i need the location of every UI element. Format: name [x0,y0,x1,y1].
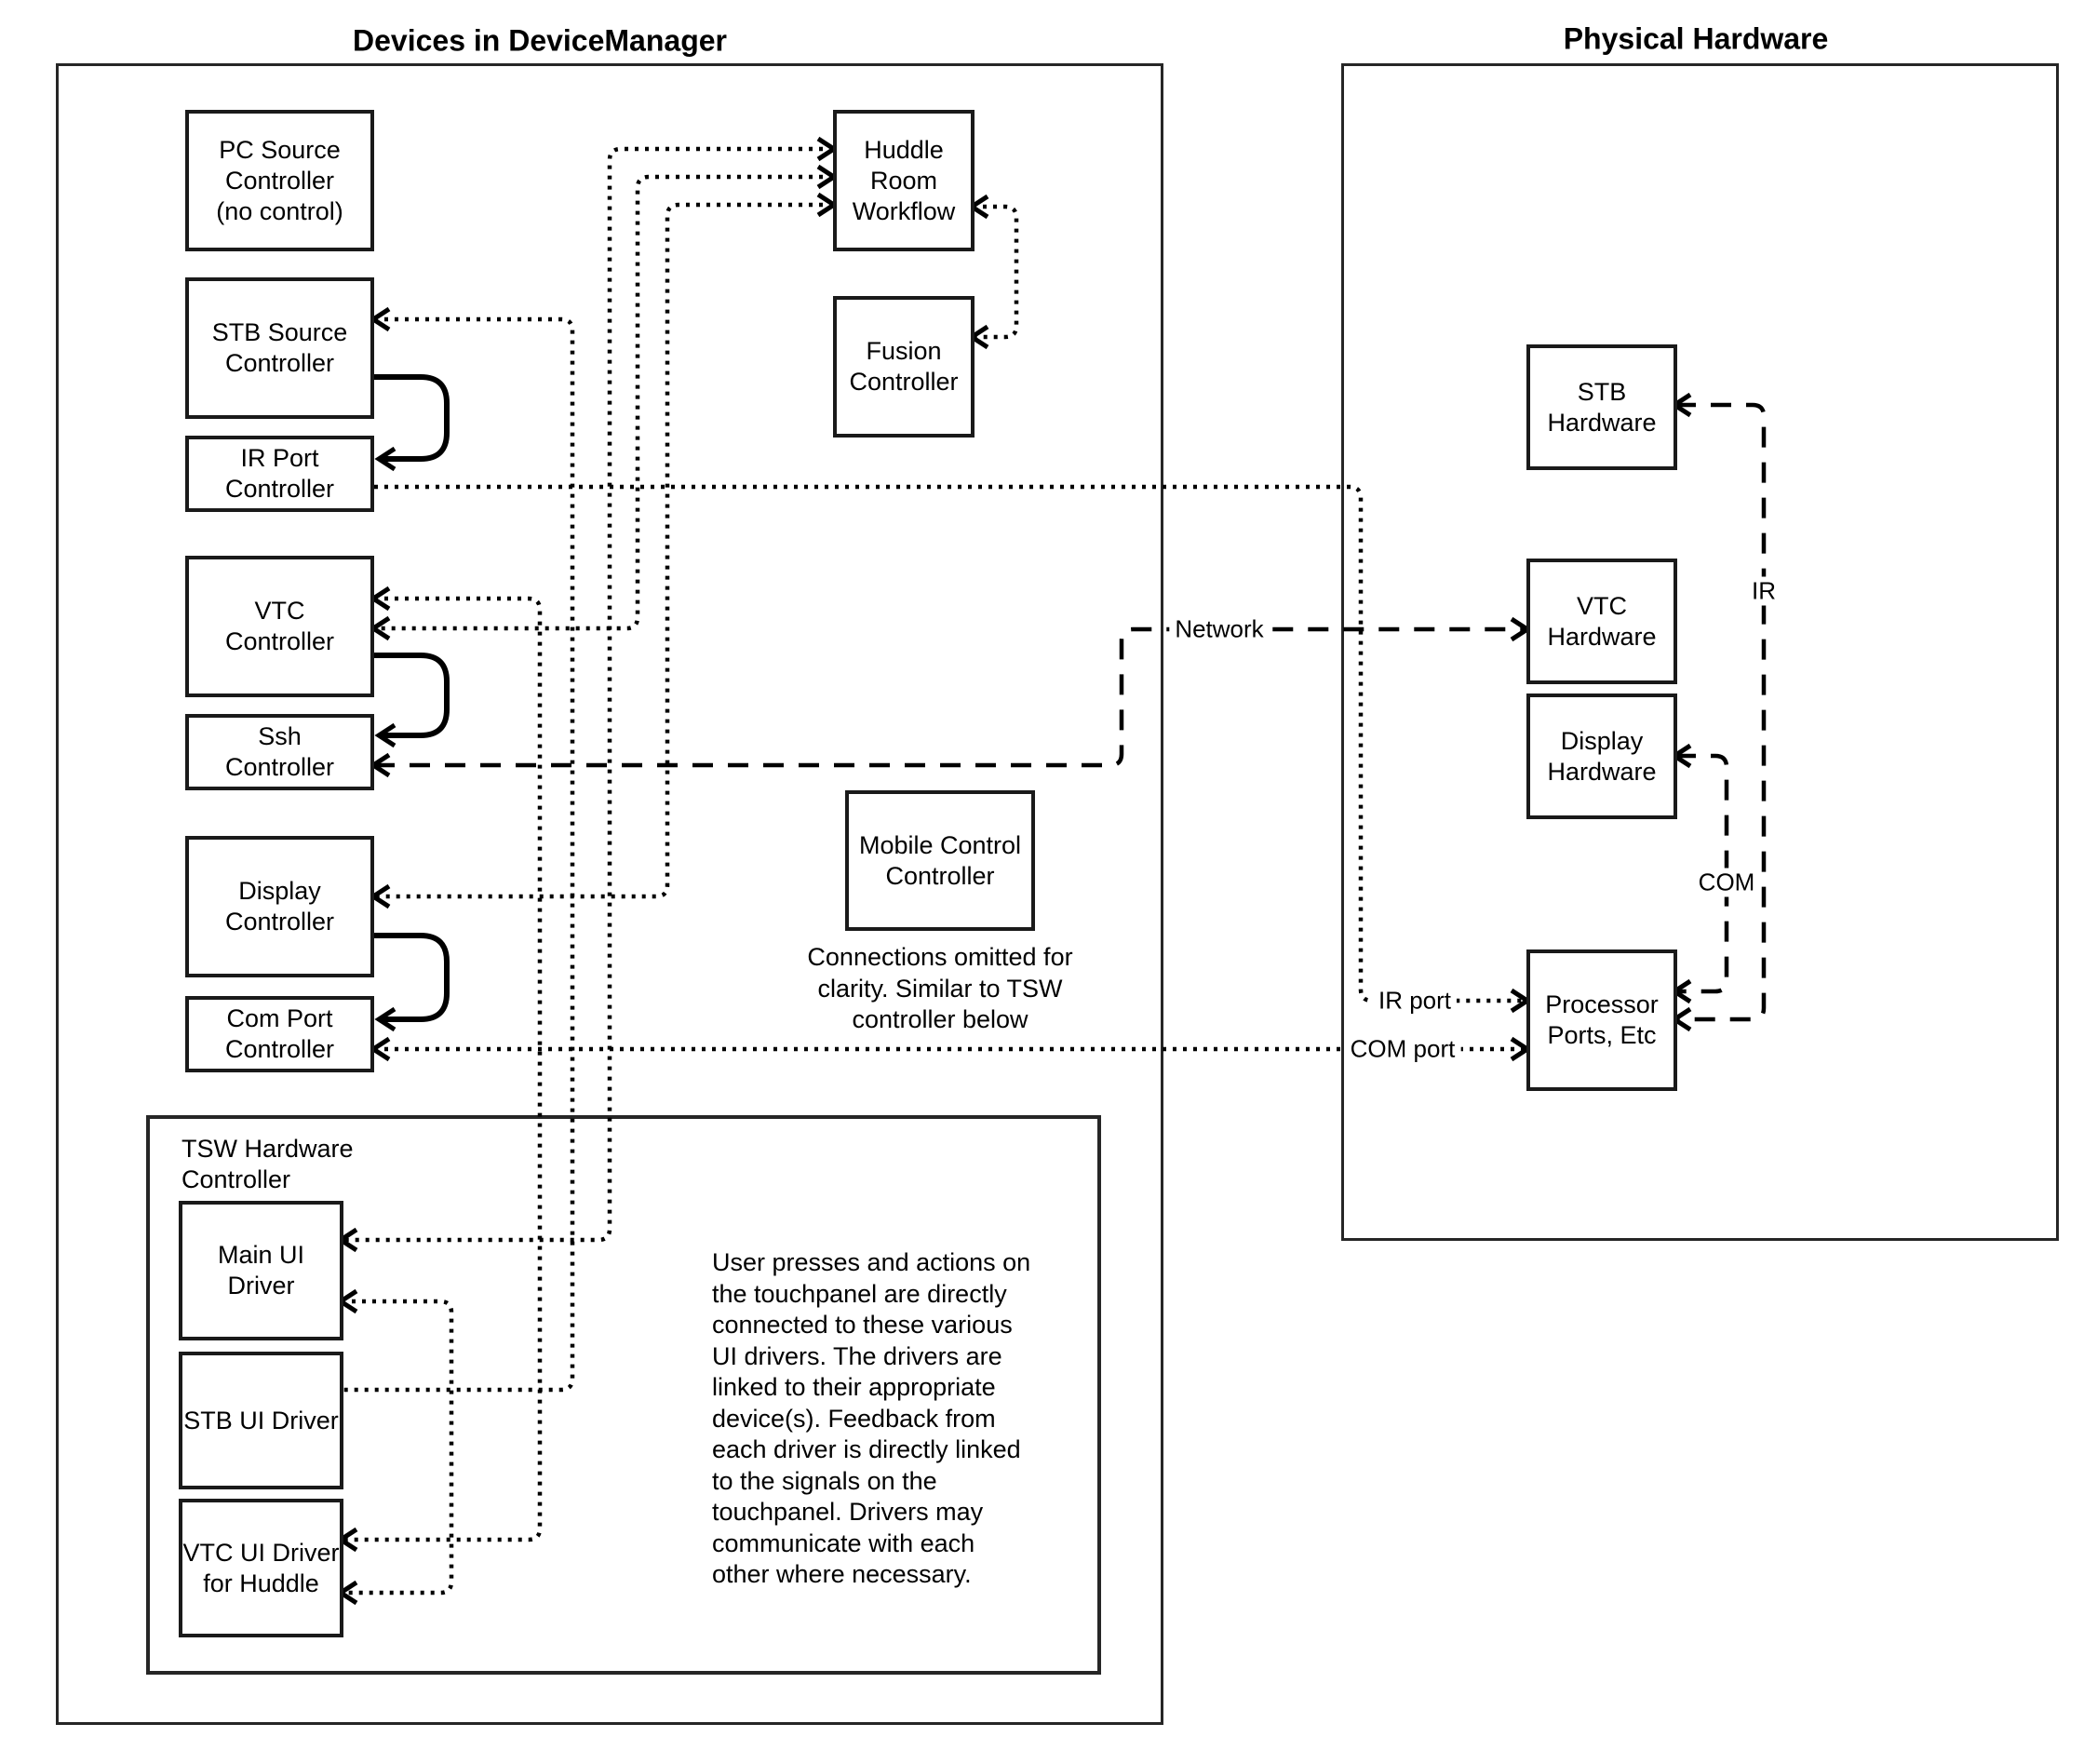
edge-stb-source-to-ir-port [374,377,447,459]
edge-huddle-to-main-ui-driver [342,149,833,1240]
physical-hardware-title: Physical Hardware [1563,21,1829,56]
node-stb-source-controller: STB Source Controller [185,277,374,419]
node-com-port-controller: Com Port Controller [185,996,374,1072]
tsw-drivers-note: User presses and actions on the touchpanel are directly connected to these various UI drivers. The drivers are linked to their appropriate device(s). Feedback from each driver is directly linked to the signals on the touchpanel. Drivers may communicate with each other where necessary. [712,1248,1031,1588]
tsw-hardware-controller-label: TSW Hardware Controller [181,1135,354,1193]
node-vtc-controller: VTC Controller [185,556,374,697]
node-ir-port-controller: IR Port Controller [185,436,374,512]
edge-display-controller-to-com-port [374,936,447,1019]
node-mobile-control-controller: Mobile Control Controller [845,790,1035,931]
edge-huddle-to-fusion-controller [973,207,1016,337]
node-processor-ports: Processor Ports, Etc [1526,949,1677,1091]
edge-vtc-controller-to-ssh-controller [374,655,447,735]
ir-port-edge-label: IR port [1373,987,1457,1016]
node-vtc-hardware: VTC Hardware [1526,559,1677,684]
com-port-edge-label: COM port [1345,1035,1461,1064]
node-main-ui-driver: Main UI Driver [179,1201,343,1340]
edge-processor-ir-to-stb-hardware [1675,405,1764,1019]
node-stb-hardware: STB Hardware [1526,344,1677,470]
node-huddle-room-workflow: Huddle Room Workflow [833,110,975,251]
mobile-control-note: Connections omitted for clarity. Similar to TSW controller below [807,943,1073,1033]
edge-main-ui-driver-to-vtc-ui-driver [342,1301,451,1593]
edge-ssh-network-to-vtc-hardware [374,629,1526,765]
device-manager-title: Devices in DeviceManager [353,23,727,58]
ir-edge-label: IR [1746,577,1781,606]
node-display-controller: Display Controller [185,836,374,977]
com-edge-label: COM [1693,869,1761,897]
node-ssh-controller: Ssh Controller [185,714,374,790]
node-display-hardware: Display Hardware [1526,693,1677,819]
node-pc-source-controller: PC Source Controller (no control) [185,110,374,251]
node-vtc-ui-driver-for-huddle: VTC UI Driver for Huddle [179,1499,343,1637]
edge-huddle-to-vtc-controller [374,177,833,628]
edge-huddle-to-display-controller [374,205,833,896]
node-fusion-controller: Fusion Controller [833,296,975,438]
node-stb-ui-driver: STB UI Driver [179,1352,343,1489]
network-edge-label: Network [1169,615,1269,644]
